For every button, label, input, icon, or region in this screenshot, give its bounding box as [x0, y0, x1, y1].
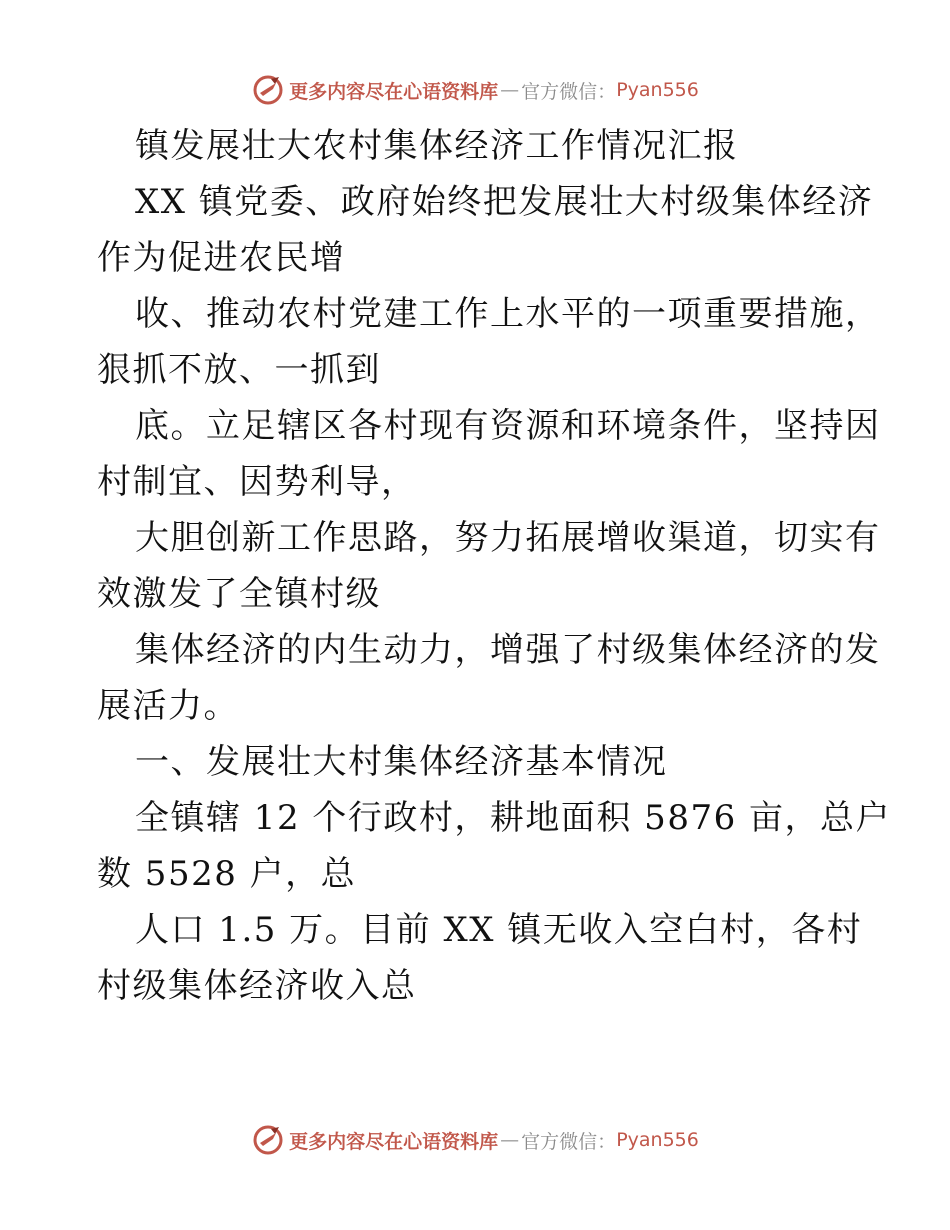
logo-icon	[251, 1123, 285, 1157]
text-line: 村制宜、因势利导，	[97, 462, 417, 502]
text-line: 底。立足辖区各村现有资源和环境条件，坚持因	[135, 406, 881, 446]
document-title: 镇发展壮大农村集体经济工作情况汇报	[135, 126, 739, 166]
header-watermark	[0, 70, 950, 110]
watermark-handle: Pyan556	[616, 79, 699, 101]
text-line: XX 镇党委、政府始终把发展壮大村级集体经济	[135, 182, 874, 222]
watermark-separator: —	[500, 79, 520, 101]
text-line: 集体经济的内生动力，增强了村级集体经济的发	[135, 630, 881, 670]
footer-watermark	[0, 1120, 950, 1160]
text-line: 数 5528 户，总	[97, 854, 357, 894]
text-line: 收、推动农村党建工作上水平的一项重要措施，	[135, 294, 881, 334]
text-line: 狠抓不放、一抓到	[97, 350, 381, 390]
text-line: 效激发了全镇村级	[97, 574, 381, 614]
watermark-separator: —	[500, 1129, 520, 1151]
document-body	[97, 118, 892, 1014]
watermark-label: 官方微信：	[521, 1130, 617, 1153]
text-line: 村级集体经济收入总	[97, 966, 417, 1006]
text-line: 全镇辖 12 个行政村，耕地面积 5876 亩，总户	[135, 798, 892, 838]
watermark-brand: 更多内容尽在心语资料库	[289, 80, 499, 103]
logo-icon	[251, 73, 285, 107]
section-heading: 一、发展壮大村集体经济基本情况	[135, 742, 668, 782]
text-line: 人口 1.5 万。目前 XX 镇无收入空白村，各村	[135, 910, 863, 950]
watermark-handle: Pyan556	[616, 1129, 699, 1151]
text-line: 展活力。	[97, 686, 239, 726]
text-line: 大胆创新工作思路，努力拓展增收渠道，切实有	[135, 518, 881, 558]
watermark-brand: 更多内容尽在心语资料库	[289, 1130, 499, 1153]
text-line: 作为促进农民增	[97, 238, 346, 278]
watermark-label: 官方微信：	[521, 80, 617, 103]
